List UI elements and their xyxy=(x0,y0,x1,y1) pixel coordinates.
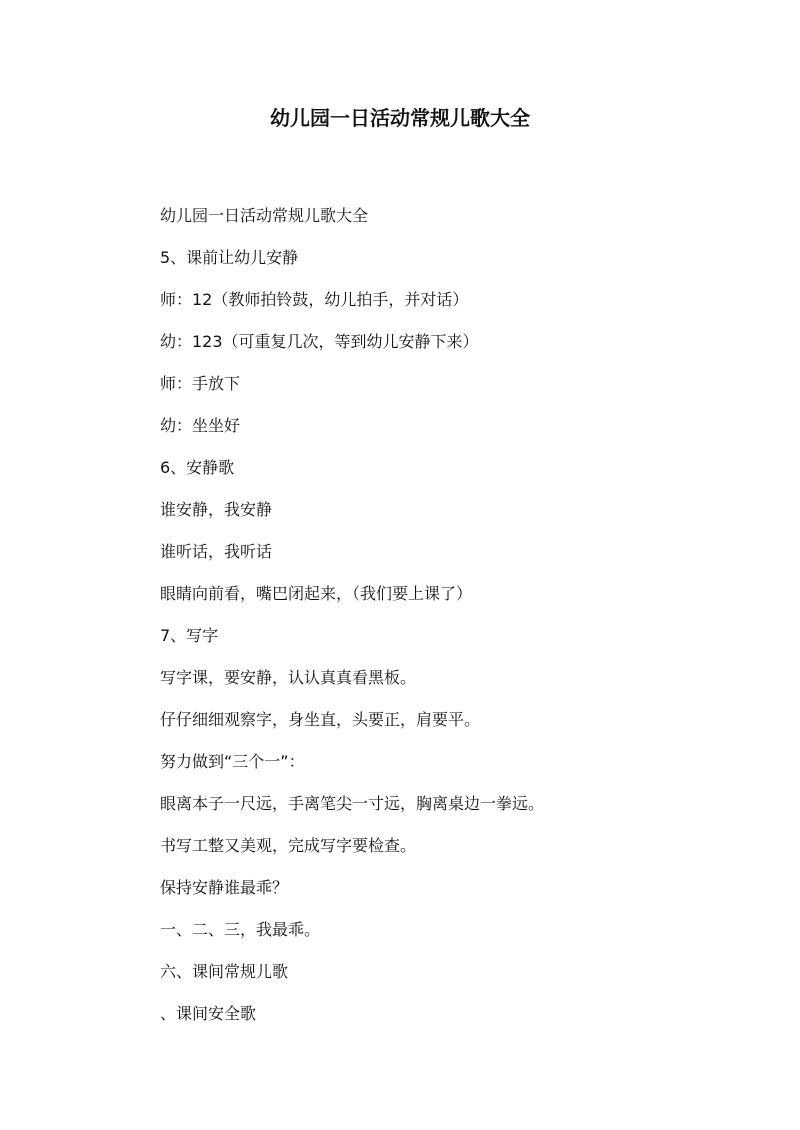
text-line: 眼离本子一尺远，手离笔尖一寸远，胸离桌边一拳远。 xyxy=(160,794,545,813)
text-line: 师：手放下 xyxy=(160,374,241,393)
text-line: 师：12（教师拍铃鼓，幼儿拍手，并对话） xyxy=(160,290,469,309)
text-line: 幼：坐坐好 xyxy=(160,416,241,435)
text-line: 、课间安全歌 xyxy=(160,1004,257,1023)
text-line: 谁安静，我安静 xyxy=(160,500,273,519)
text-line: 6、安静歌 xyxy=(160,458,235,477)
text-line: 写字课，要安静，认认真真看黑板。 xyxy=(160,668,417,687)
text-line: 保持安静谁最乖？ xyxy=(160,878,289,897)
document-body xyxy=(160,202,760,1042)
text-line: 一、二、三，我最乖。 xyxy=(160,920,321,939)
text-line: 仔仔细细观察字，身坐直，头要正，肩要平。 xyxy=(160,710,481,729)
text-line: 六、课间常规儿歌 xyxy=(160,962,289,981)
text-line: 幼：123（可重复几次，等到幼儿安静下来） xyxy=(160,332,479,351)
text-line: 眼睛向前看，嘴巴闭起来，（我们要上课了） xyxy=(160,584,473,603)
text-line: 书写工整又美观，完成写字要检查。 xyxy=(160,836,417,855)
text-line: 幼儿园一日活动常规儿歌大全 xyxy=(160,206,369,225)
text-line: 5、课前让幼儿安静 xyxy=(160,248,299,267)
text-line: 努力做到“三个一”： xyxy=(160,752,305,771)
text-line: 谁听话，我听话 xyxy=(160,542,273,561)
document-title: 幼儿园一日活动常规儿歌大全 xyxy=(270,106,530,130)
text-line: 7、写字 xyxy=(160,626,219,645)
